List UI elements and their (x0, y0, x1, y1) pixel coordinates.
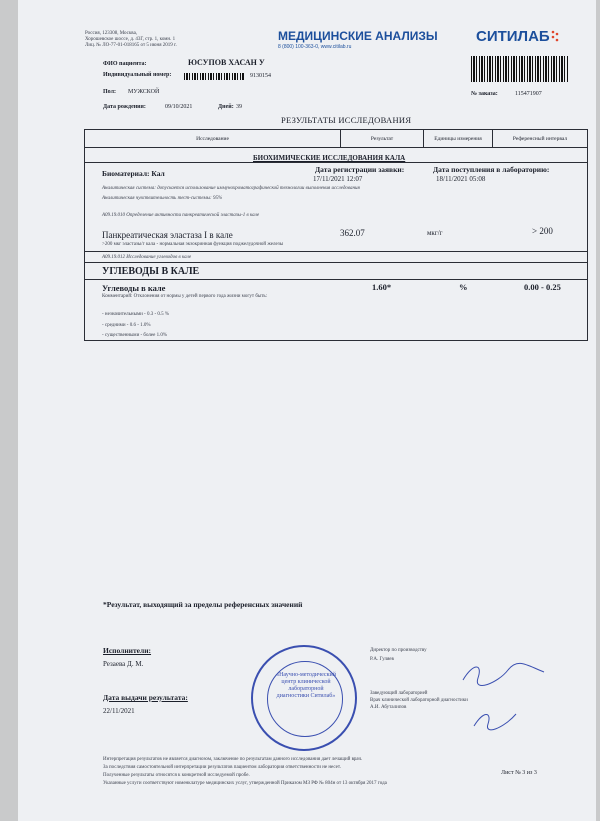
carbs-result: 1.60* (372, 282, 392, 292)
carbs-units: % (459, 282, 468, 292)
patient-name-label: ФИО пациента: (103, 61, 147, 67)
order-number-value: 115471907 (515, 91, 542, 97)
sensitivity-note: Аналитическая чувствительность тест-системы: 95% (102, 196, 223, 201)
order-barcode (471, 56, 569, 82)
registration-date-label: Дата регистрации заявки: (315, 165, 405, 174)
brand-title: МЕДИЦИНСКИЕ АНАЛИЗЫ (278, 29, 438, 43)
lab-arrival-date-label: Дата поступления в лабораторию: (433, 165, 550, 174)
registration-date-value: 17/11/2021 12:07 (313, 175, 363, 183)
results-heading: РЕЗУЛЬТАТЫ ИССЛЕДОВАНИЯ (281, 115, 412, 125)
page-number: Лист № 3 из 3 (501, 770, 537, 776)
birth-date-label: Дата рождения: (103, 104, 146, 110)
out-of-range-footnote: *Результат, выходящий за пределы референсных значений (103, 600, 303, 609)
patient-name-value: ЮСУПОВ ХАСАН У (188, 58, 265, 67)
issue-date-value: 22/11/2021 (103, 707, 135, 715)
carbs-reference: 0.00 - 0.25 (524, 282, 561, 292)
birth-date-value: 09/10/2021 (165, 104, 193, 110)
head-title: Заведующий лабораторией (370, 691, 428, 696)
lab-address-line-1: Россия, 123308, Москва, (85, 31, 138, 36)
lab-address-line-2: Хорошевское шоссе, д. 43Г, стр. 1, комн. 1 (85, 37, 176, 42)
col-header-result: Результат (341, 130, 424, 148)
document-page (18, 0, 596, 821)
sex-label: Пол: (103, 89, 116, 95)
elastase-test-name: Панкреатическая эластаза I в кале (102, 230, 233, 240)
carbs-range-moderate: - средними - 0.6 - 1.0% (102, 323, 151, 328)
section-biochem-title: БИОХИМИЧЕСКИЕ ИССЛЕДОВАНИЯ КАЛА (253, 154, 406, 162)
brand-contacts: 8 (800) 100-363-0, www.citilab.ru (278, 44, 352, 50)
elastase-reference: > 200 (532, 226, 553, 236)
individual-number-value: 9130154 (250, 73, 271, 79)
stamp-text: «Научно-методический центр клинической лабораторной диагностики Ситилаб» (276, 672, 336, 699)
elastase-result: 362.07 (340, 228, 365, 238)
carbs-range-minor: - незначительными - 0.3 - 0.5 % (102, 312, 170, 317)
elastase-units: мкг/г (427, 229, 443, 237)
director-title: Директор по производству (370, 648, 427, 653)
lab-license: Лиц. № ЛО-77-01-018165 от 5 июня 2019 г. (85, 43, 177, 48)
divider (84, 262, 587, 263)
disclaimer-1: Интерпретация результатов не является диагнозом, заключение по результатам данного исследования дает лечащий врач. (103, 757, 363, 762)
elastase-comment: >200 мкг эластазы/г кала - нормальная экзокринная функция поджелудочной железы (102, 242, 284, 247)
head-name: А.И. Абуталипов (370, 705, 407, 710)
performers-label: Исполнители: (103, 646, 152, 655)
head-title-2: Врач клинической лабораторной диагностики (370, 698, 468, 703)
days-value: 39 (236, 104, 242, 110)
sex-value: МУЖСКОЙ (128, 89, 160, 95)
director-name: Р.А. Гуляев (370, 657, 394, 662)
logo-dots-icon (550, 30, 560, 42)
col-header-test: Исследование (85, 130, 341, 148)
test-code-carbs: А09.19.012 Исследование углеводов в кале (102, 255, 192, 260)
days-label: Дней: (218, 104, 234, 110)
col-header-units: Единицы измерения (424, 130, 493, 148)
analytical-system-note: Аналитическая система: допускается использование иммунохроматографической технологии выполнения исследования (102, 186, 360, 191)
citilab-logo: СИТИЛАБ (476, 28, 550, 45)
individual-number-barcode (184, 73, 244, 80)
col-header-reference: Референсный интервал (493, 130, 587, 148)
director-signature-icon (458, 658, 548, 688)
individual-number-label: Индивидуальный номер: (103, 72, 172, 78)
performer-name: Резаева Д. М. (103, 660, 144, 668)
carbs-comment: Комментарий: Отклонения от нормы у детей первого года жизни могут быть: (102, 294, 268, 299)
carbs-test-name: Углеводы в кале (102, 283, 166, 293)
lab-arrival-date-value: 18/11/2021 05:08 (436, 175, 486, 183)
disclaimer-4: Указанные услуги соответствуют номенклатуре медицинских услуг, утвержденной Приказом МЗ РФ № 804н от 13 октября 2017 года (103, 781, 387, 786)
head-signature-icon (470, 706, 520, 734)
carbs-range-significant: - существенными - более 1.0% (102, 333, 168, 338)
section-carbs-title: УГЛЕВОДЫ В КАЛЕ (102, 266, 200, 277)
disclaimer-3: Полученные результаты относятся к конкретной исследуемой пробе. (103, 773, 250, 778)
divider (84, 279, 587, 280)
issue-date-label: Дата выдачи результата: (103, 693, 188, 702)
divider (84, 251, 587, 252)
test-code-elastase: А09.19.010 Определение активности панкреатической эластазы-1 в кале (102, 213, 260, 218)
disclaimer-2: За последствия самостоятельной интерпретации результатов пациентом лаборатория ответственности не несет. (103, 765, 341, 770)
order-number-label: № заказа: (471, 91, 498, 97)
divider (84, 162, 587, 163)
biomaterial-label: Биоматериал: Кал (102, 169, 165, 178)
